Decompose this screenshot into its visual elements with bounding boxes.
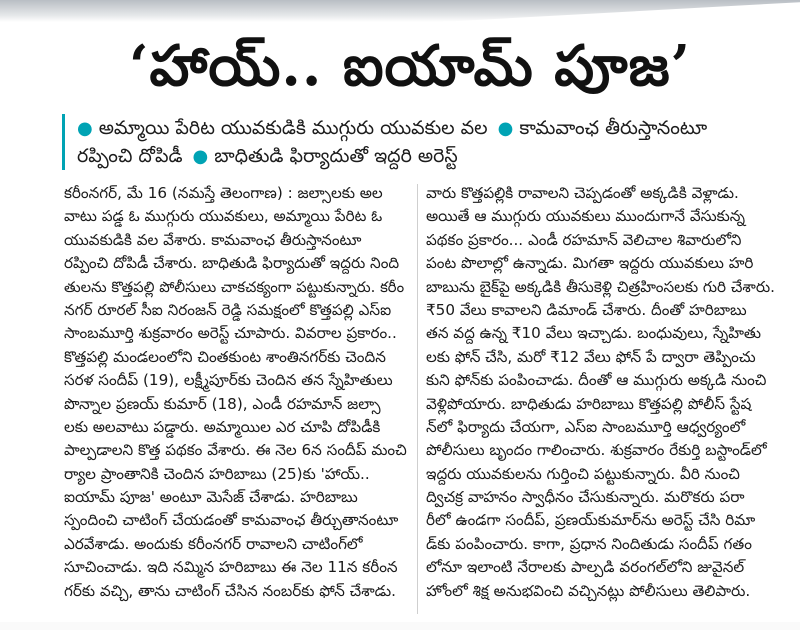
bullet-dot-icon: ● — [77, 118, 93, 139]
article-line: సరళ సందీప్ (19), లక్ష్మీపూర్‌కు చెందిన తన స్నేహితులు — [64, 371, 393, 390]
deck-text: రప్పించి దోపిడీ — [77, 145, 183, 167]
article-line: పథకం ప్రకారం... ఎండీ రహమాన్ వెలిచాల శివారులోని — [426, 230, 742, 249]
headline: ‘హాయ్.. ఐయామ్ పూజ’ — [128, 33, 692, 99]
article-line: యువకుడికి వల వేశారు. కామవాంఛ తీరుస్తానంటూ — [64, 230, 362, 249]
article-line: లకు అలవాటు పడ్డారు. అమ్మాయిల ఎర చూపి దోపిడీకి — [64, 417, 381, 436]
article-column-right — [426, 182, 776, 622]
article-line: కరీంనగర్, మే 16 (నమస్తే తెలంగాణ) : జల్సాలకు అల — [64, 184, 383, 202]
article-line: కొత్తపల్లి మండలంలోని చింతకుంట శాంతినగర్‌కు చెందిన — [64, 347, 386, 366]
article-line: వెళ్లిపోయారు. బాధితుడు హరిబాబు కొత్తపల్లి పోలీస్ స్టేష — [426, 394, 752, 413]
article-line: ఇద్దరు యువకులను గుర్తించి పట్టుకున్నారు. వీరి నుంచి — [426, 464, 740, 483]
article-line: అయితే ఆ ముగ్గురు యువకులు ముందుగానే వేసుకున్న — [426, 207, 745, 226]
article-line: హోంలో శిక్ష అనుభవించి వచ్చినట్లు పోలీసులు తెలిపారు. — [426, 581, 751, 600]
article-line: లోనూ ఇలాంటి నేరాలకు పాల్పడి వరంగల్‌లోని జువైనల్ — [426, 558, 745, 577]
article-line: ₹50 వేలు కావాలని డిమాండ్ చేశారు. దీంతో హరిబాబు — [426, 300, 747, 319]
deck-line-2 — [77, 142, 458, 170]
article-line: పాల్పడాలని కొత్త పథకం వేశారు. ఈ నెల 6న సందీప్ మంచి — [64, 441, 407, 460]
bullet-dot-icon: ● — [497, 118, 514, 139]
article-line: రీలో ఉండగా సందీప్, ప్రణయ్‌కుమార్‌ను అరెస్ట్ చేసి రిమా — [426, 511, 756, 530]
article-line: ఎరవేశాడు. అందుకు కరీంనగర్ రావాలని చాటింగ్‌లో — [64, 534, 363, 553]
bullet-dot-icon: ● — [192, 146, 209, 167]
article-line: తులను కొత్తపల్లి పోలీసులు చాకచక్యంగా పట్టుకున్నారు. కరీం — [64, 278, 405, 296]
deck-text: అమ్మాయి పేరిట యువకుడికి ముగ్గురు యువకుల వల — [98, 117, 488, 139]
article-line: ద్విచక్ర వాహనం స్వాధీనం చేసుకున్నారు. మరొకరు పరా — [426, 488, 745, 507]
article-line: డ్‌కు పంపించారు. కాగా, ప్రధాన నిందితుడు సందీప్ గతం — [426, 534, 752, 553]
article-column-left — [64, 182, 410, 622]
article-line: నగర్ రూరల్ సీఐ నిరంజన్ రెడ్డి సమక్షంలో కొత్తపల్లి ఎస్ఐ — [64, 300, 392, 319]
deck-text: బాధితుడి ఫిర్యాదుతో ఇద్దరి అరెస్ట్ — [214, 145, 458, 167]
article-line: న్‌లో ఫిర్యాదు చేయగా, ఎస్ఐ సాంబమూర్తి ఆధ్వర్యంలో — [426, 417, 746, 436]
column-divider — [417, 184, 418, 614]
article-line: రప్పించి దోపిడీ చేశారు. బాధితుడి ఫిర్యాదుతో ఇద్దరు నింది — [64, 254, 400, 273]
article-line: వాటు పడ్డ ఓ ముగ్గురు యువకులు, అమ్మాయి పేరిట ఓ — [64, 207, 383, 226]
article-line: గర్‌కు వచ్చి, తాను చాటింగ్ చేసిన నంబర్‌కు ఫోన్ చేశాడు. — [64, 581, 396, 600]
article-line: పొన్నాల ప్రణయ్ కుమార్ (18), ఎండీ రహమాన్ జల్సా — [64, 394, 381, 413]
article-line: లకు ఫోన్ చేసి, మరో ₹12 వేలు ఫోన్ పే ద్వారా తెప్పించు — [426, 347, 756, 366]
page-bottom-edge — [0, 622, 800, 630]
article-line: బాబును బైక్‌పై అక్కడికి తీసుకెళ్లి చిత్రహింసలకు గురి చేశారు. — [426, 277, 775, 296]
article-line: ఐయామ్ పూజ' అంటూ మెసేజ్ చేశాడు. హరిబాబు — [64, 488, 358, 507]
article-line: వారు కొత్తపల్లికి రావాలని చెప్పడంతో అక్కడికి వెళ్లాడు. — [426, 184, 739, 202]
page-corner-shadow — [0, 0, 800, 22]
article-line: తన వద్ద ఉన్న ₹10 వేలు ఇచ్చాడు. బంధువులు, స్నేహితు — [426, 324, 761, 343]
article-line: కుని ఫోన్‌కు పంపించాడు. దీంతో ఆ ముగ్గురు అక్కడి నుంచి — [426, 371, 767, 390]
article-line: పంట పొలాల్లో ఉన్నాడు. మిగతా ఇద్దరు యువకులు హరి — [426, 254, 754, 273]
article-line: సూచించాడు. ఇది నమ్మిన హరిబాబు ఈ నెల 11న కరీంన — [64, 558, 398, 577]
article-line: సాంబమూర్తి శుక్రవారం అరెస్ట్ చూపారు. వివరాల ప్రకారం.. — [64, 324, 397, 343]
article-line: స్పందించి చాటింగ్ చేయడంతో కామవాంఛ తీర్చుతానంటూ — [64, 511, 399, 530]
article-line: ర్యాల ప్రాంతానికి చెందిన హరిబాబు (25)కు 'హాయ్.. — [64, 464, 370, 483]
deck-summary — [62, 114, 785, 170]
deck-line-1 — [77, 114, 707, 142]
deck-text: కామవాంఛ తీరుస్తానంటూ — [519, 117, 708, 139]
article-line: పోలీసులు బృందం గాలించారు. శుక్రవారం రేకుర్తి బస్టాండ్‌లో — [426, 441, 767, 460]
